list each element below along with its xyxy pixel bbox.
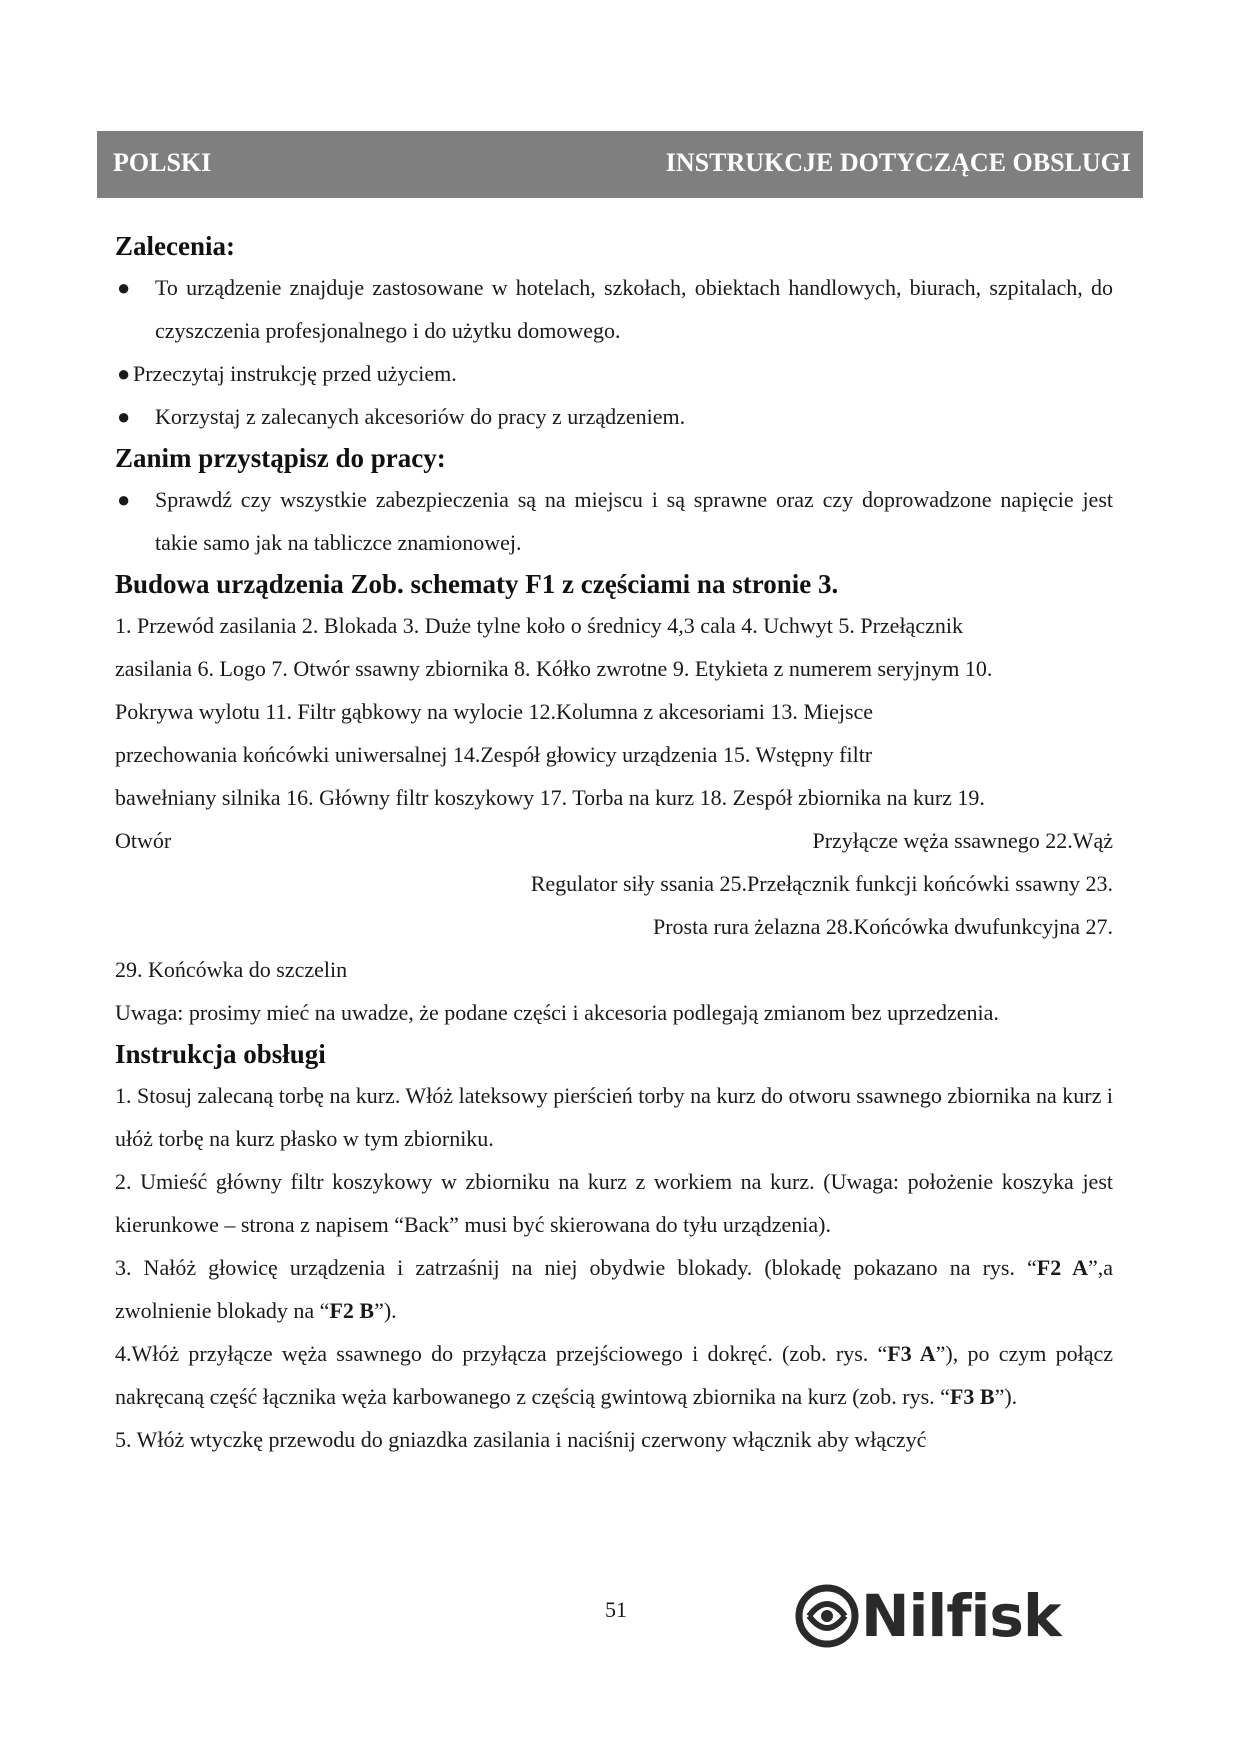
bullet-icon: ● bbox=[117, 487, 131, 512]
parts-line: zasilania 6. Logo 7. Otwór ssawny zbiornika 8. Kółko zwrotne 9. Etykieta z numerem seryjnym 10. bbox=[115, 656, 993, 681]
figure-reference: F2 A bbox=[1036, 1255, 1088, 1280]
figure-reference: F3 A bbox=[887, 1341, 936, 1366]
parts-line: przechowania końcówki uniwersalnej 14.Zespół głowicy urządzenia 15. Wstępny filtr bbox=[115, 742, 873, 767]
page-content bbox=[115, 226, 1113, 1461]
instructions-heading: Instrukcja obsługi bbox=[115, 1039, 326, 1069]
instruction-step-5: 5. Włóż wtyczkę przewodu do gniazdka zasilania i naciśnij czerwony włącznik aby włączyć bbox=[115, 1427, 927, 1452]
before-work-heading: Zanim przystąpisz do pracy: bbox=[115, 443, 446, 473]
header-title: INSTRUKCJE DOTYCZĄCE OBSLUGI bbox=[665, 148, 1131, 177]
instruction-step-2: 2. Umieść główny filtr koszykowy w zbiorniku na kurz z workiem na kurz. (Uwaga: położenie koszyka jest kierunkowe – strona z napisem “Back” musi być skierowana do tyłu urządzenia). bbox=[115, 1169, 1113, 1237]
bullet-icon: ● bbox=[117, 404, 131, 429]
parts-line: 29. Końcówka do szczelin bbox=[115, 957, 348, 982]
recommendations-heading: Zalecenia: bbox=[115, 231, 235, 261]
instruction-step-3: 3. Nałóż głowicę urządzenia i zatrzaśnij na niej obydwie blokady. (blokadę pokazano na rys. “F2 A”,a zwolnienie blokady na “F2 B”). bbox=[115, 1255, 1113, 1323]
parts-line: 1. Przewód zasilania 2. Blokada 3. Duże tylne koło o średnicy 4,3 cala 4. Uchwyt 5. Przełącznik bbox=[115, 613, 963, 638]
brand-logo bbox=[795, 1583, 1061, 1649]
before-work-item: ● Sprawdź czy wszystkie zabezpieczenia są na miejscu i są sprawne oraz czy doprowadzone napięcie jest takie samo jak na tabliczce znamionowej. bbox=[115, 478, 1113, 564]
parts-note: Uwaga: prosimy mieć na uwadze, że podane części i akcesoria podlegają zmianom bez uprzedzenia. bbox=[115, 1000, 999, 1025]
figure-reference: F2 B bbox=[329, 1298, 375, 1323]
parts-line-overlap bbox=[115, 819, 1113, 862]
parts-line: bawełniany silnika 16. Główny filtr koszykowy 17. Torba na kurz 18. Zespół zbiornika na kurz 19. bbox=[115, 785, 985, 810]
bullet-icon: ● bbox=[117, 275, 131, 300]
parts-line-overlap: Prosta rura żelazna 28.Końcówka dwufunkcyjna 27. bbox=[652, 914, 1113, 939]
instruction-step-4: 4.Włóż przyłącze węża ssawnego do przyłącza przejściowego i dokręć. (zob. rys. “F3 A”), po czym połącz nakręcaną część łącznika węża karbowanego z częścią gwintową zbiornika na kurz (zob. rys. “F3 B”). bbox=[115, 1341, 1113, 1409]
bullet-icon: ● bbox=[117, 361, 131, 386]
parts-line-overlap: Regulator siły ssania 25.Przełącznik funkcji końcówki ssawny 23. bbox=[530, 871, 1113, 896]
brand-name: Nilfisk bbox=[861, 1582, 1061, 1650]
figure-reference: F3 B bbox=[949, 1384, 995, 1409]
page-number: 51 bbox=[605, 1597, 627, 1622]
parts-fragment: Przyłącze węża ssawnego 22.Wąż bbox=[812, 828, 1113, 853]
recommendation-item: ● To urządzenie znajduje zastosowane w hotelach, szkołach, obiektach handlowych, biurach, szpitalach, do czyszczenia profesjonalnego i do użytku domowego. bbox=[115, 266, 1113, 352]
header-bar bbox=[97, 131, 1143, 198]
parts-line: Pokrywa wylotu 11. Filtr gąbkowy na wylocie 12.Kolumna z akcesoriami 13. Miejsce bbox=[115, 699, 874, 724]
instruction-step-1: 1. Stosuj zalecaną torbę na kurz. Włóż lateksowy pierścień torby na kurz do otworu ssawnego zbiornika na kurz i ułóż torbę na kurz płasko w tym zbiorniku. bbox=[115, 1083, 1113, 1151]
construction-heading: Budowa urządzenia Zob. schematy F1 z częściami na stronie 3. bbox=[115, 569, 839, 599]
parts-fragment: Otwór bbox=[115, 828, 172, 853]
header-language: POLSKI bbox=[113, 148, 212, 177]
recommendation-item: ● Korzystaj z zalecanych akcesoriów do pracy z urządzeniem. bbox=[115, 395, 1113, 438]
nilfisk-logo-icon bbox=[795, 1584, 859, 1648]
recommendation-item: ● Przeczytaj instrukcję przed użyciem. bbox=[115, 352, 1113, 395]
